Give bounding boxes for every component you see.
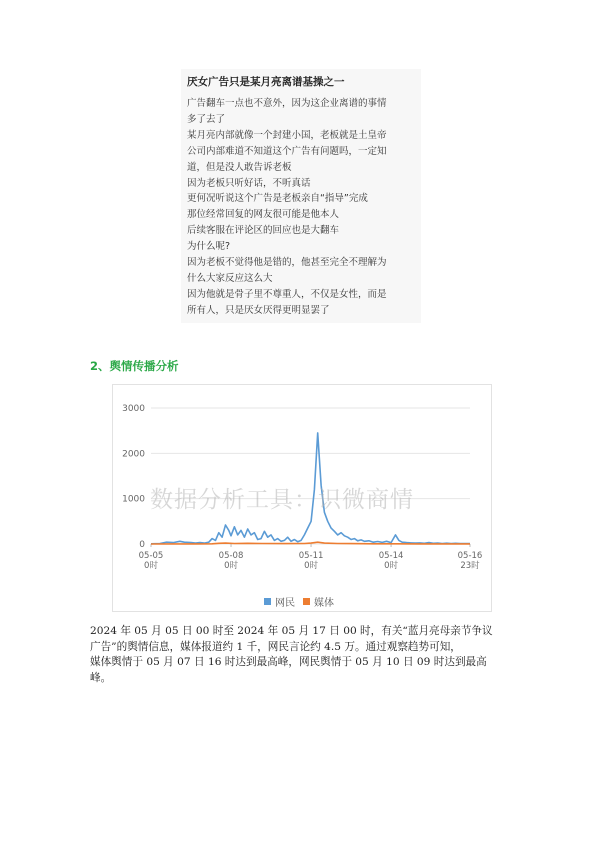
- quote-line: 那位经常回复的网友很可能是他本人: [187, 209, 340, 221]
- x-tick-label: 0时: [224, 561, 238, 571]
- x-tick-label: 05-05: [138, 551, 164, 561]
- quote-line: 广告翻车一点也不意外，因为这企业离谱的事情: [187, 98, 387, 109]
- section-title: 2、舆情传播分析: [90, 359, 179, 373]
- x-tick-label: 05-08: [218, 551, 244, 561]
- legend-swatch: [264, 598, 271, 605]
- trend-chart: [112, 384, 492, 612]
- x-tick-label: 05-11: [298, 551, 324, 561]
- legend-item[interactable]: [264, 594, 295, 609]
- quote-line: 后续客服在评论区的回应也是大翻车: [187, 225, 340, 237]
- quote-title: 厌女广告只是某月亮离谱基操之一: [187, 76, 345, 88]
- quote-line: 某月亮内部就像一个封建小国，老板就是土皇帝: [187, 129, 387, 141]
- y-tick-label: 2000: [122, 449, 145, 460]
- paragraph-line: 广告”的舆情信息，媒体报道约 1 千，网民言论约 4.5 万。通过观察趋势可知，: [90, 640, 461, 653]
- chart-legend: [264, 594, 342, 609]
- legend-item[interactable]: [303, 594, 334, 609]
- trend-chart-svg: [113, 385, 491, 611]
- y-tick-label: 3000: [122, 404, 145, 414]
- legend-label: 网民: [275, 598, 295, 609]
- paragraph-line: 2024 年 05 月 05 日 00 时至 2024 年 05 月 17 日 00 时，有关“蓝月亮母亲节争议: [90, 625, 493, 637]
- y-tick-label: 1000: [122, 494, 145, 505]
- x-tick-label: 0时: [144, 561, 158, 571]
- quote-line: 公司内部难道不知道这个广告有问题吗，一定知: [187, 145, 387, 157]
- quote-line: 所有人，只是厌女厌得更明显罢了: [187, 304, 330, 316]
- x-tick-label: 0时: [384, 561, 399, 571]
- x-tick-label: 23时: [460, 561, 480, 571]
- netizen-series-line: [151, 433, 470, 544]
- quote-text: [187, 96, 419, 319]
- quote-line: 为什么呢?: [187, 241, 231, 253]
- quote-line: 更何况听说这个广告是老板亲自“指导”完成: [187, 193, 368, 205]
- watermark: 数据分析工具：识微商情: [150, 487, 414, 513]
- paragraph-line: 峰。: [90, 671, 112, 684]
- legend-label: 媒体: [314, 598, 334, 609]
- y-tick-label: 0: [139, 540, 145, 550]
- analysis-paragraph: [90, 624, 510, 686]
- quote-line: 因为老板不觉得他是错的，他甚至完全不理解为: [187, 257, 387, 269]
- quote-line: 什么大家反应这么大: [187, 272, 273, 284]
- x-tick-label: 05-16: [457, 551, 483, 561]
- quote-line: 因为他就是骨子里不尊重人，不仅是女性，而是: [187, 288, 387, 300]
- x-tick-label: 05-14: [378, 551, 404, 561]
- paragraph-line: 媒体舆情于 05 月 07 日 16 时达到最高峰，网民舆情于 05 月 10 日 09 时达到最高: [90, 656, 487, 669]
- legend-swatch: [303, 598, 310, 605]
- quote-line: 因为老板只听好话，不听真话: [187, 177, 311, 189]
- x-tick-label: 0时: [304, 561, 319, 571]
- quote-line: 道，但是没人敢告诉老板: [187, 161, 292, 173]
- quote-line: 多了去了: [187, 113, 226, 125]
